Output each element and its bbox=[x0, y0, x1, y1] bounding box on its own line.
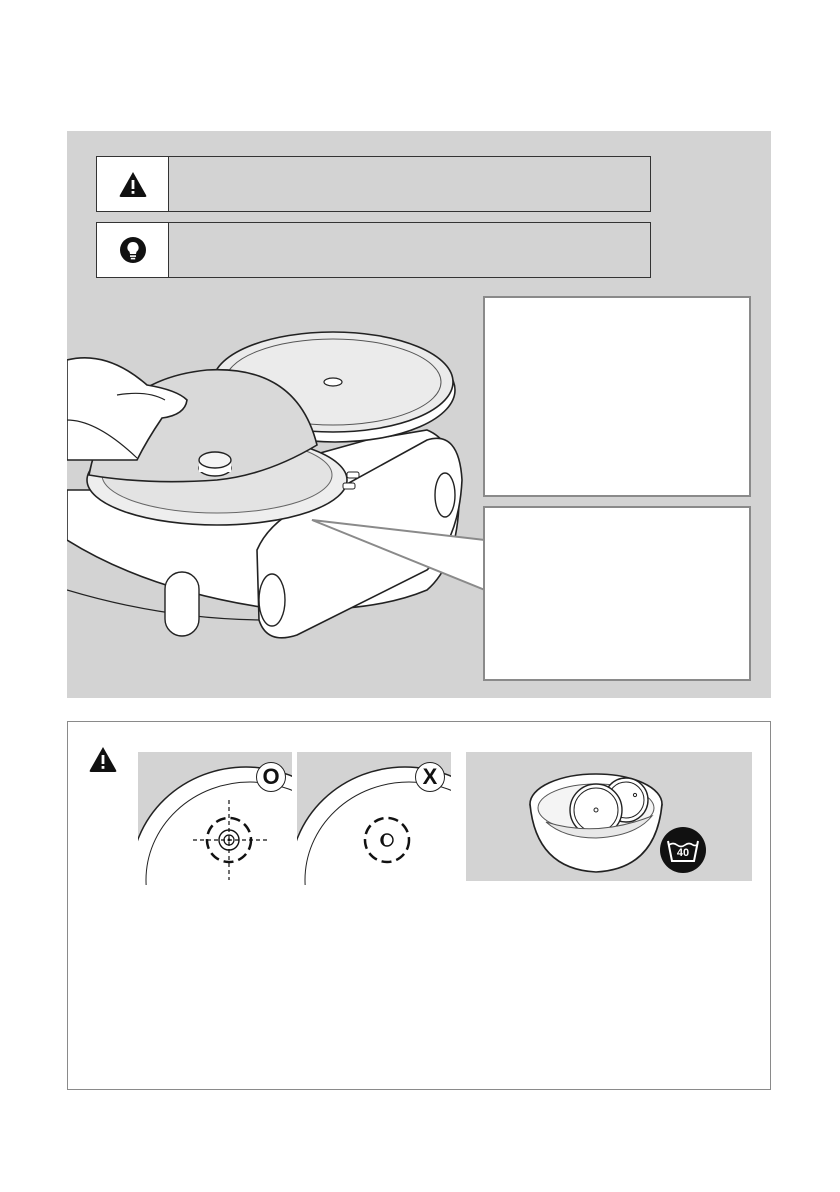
lightbulb-icon bbox=[119, 236, 147, 264]
caution-panel bbox=[67, 721, 771, 1090]
wrong-placement-thumbnail bbox=[297, 752, 451, 885]
callout-pointer bbox=[300, 500, 500, 620]
correct-placement-thumbnail bbox=[138, 752, 292, 885]
tip-notice bbox=[96, 222, 651, 278]
correct-mark-label: O bbox=[256, 762, 286, 792]
caution-warning-icon bbox=[88, 745, 118, 773]
tip-icon-cell bbox=[97, 223, 169, 277]
appliance-disc-removal-illustration bbox=[67, 290, 487, 698]
wash-temperature-label: 40 bbox=[676, 847, 690, 859]
warning-icon-cell bbox=[97, 157, 169, 211]
hand-wash-icon bbox=[660, 827, 706, 873]
callout-top bbox=[483, 296, 751, 497]
warning-notice bbox=[96, 156, 651, 212]
bowl-with-discs-illustration bbox=[526, 764, 666, 876]
warning-triangle-icon bbox=[118, 170, 148, 198]
wrong-mark-label: X bbox=[415, 762, 445, 792]
callout-bottom bbox=[483, 506, 751, 681]
washing-instruction-panel bbox=[466, 752, 752, 881]
